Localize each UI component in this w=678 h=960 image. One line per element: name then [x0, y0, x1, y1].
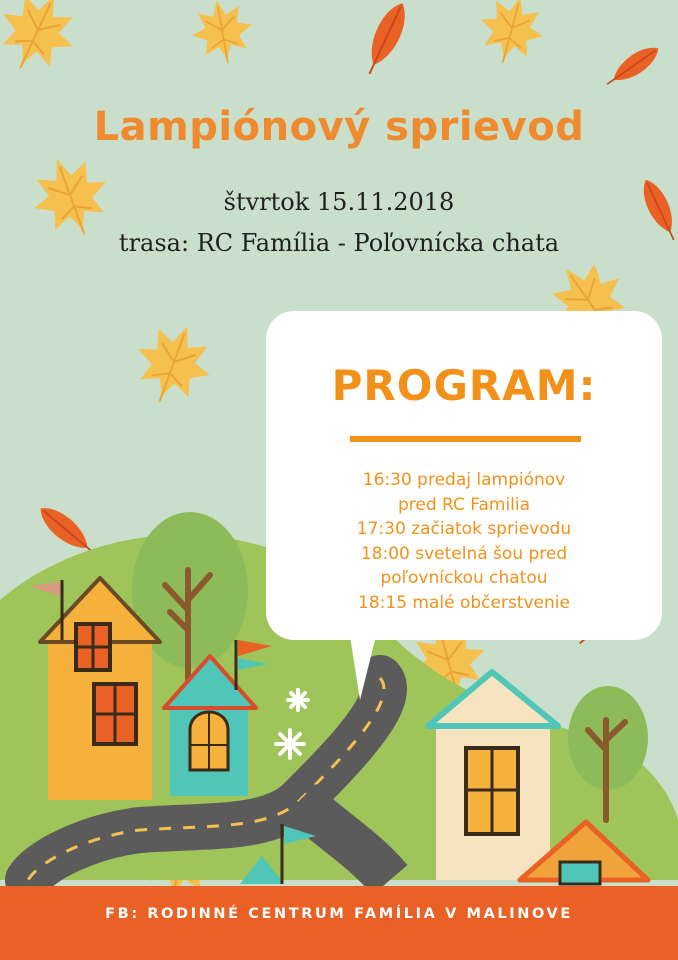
program-heading: PROGRAM:	[331, 361, 597, 410]
sparkle-icon	[288, 690, 308, 710]
program-list	[266, 468, 662, 615]
program-item: pred RC Familia	[397, 494, 531, 515]
event-date: štvrtok 15.11.2018	[223, 188, 455, 216]
program-item: 16:30 predaj lampiónov	[362, 470, 566, 490]
maple-leaf-icon	[187, 0, 258, 70]
oval-leaf-icon	[359, 0, 414, 79]
program-item: 18:15 malé občerstvenie	[358, 592, 570, 613]
program-item: poľovníckou chatou	[380, 568, 548, 588]
footer-text: FB: RODINNÉ CENTRUM FAMÍLIA V MALINOVE	[105, 906, 573, 922]
sparkle-icon	[276, 730, 304, 758]
program-divider	[350, 436, 581, 442]
maple-leaf-icon	[123, 313, 222, 416]
oval-leaf-icon	[602, 41, 664, 93]
maple-leaf-icon	[0, 0, 88, 86]
event-title: Lampiónový sprievod	[93, 104, 585, 150]
event-route: trasa: RC Família - Poľovnícka chata	[118, 229, 560, 257]
maple-leaf-icon	[471, 0, 551, 72]
program-item: 17:30 začiatok sprievodu	[356, 519, 572, 539]
program-item: 18:00 svetelná šou pred	[360, 543, 568, 564]
footer-bar	[0, 886, 678, 960]
